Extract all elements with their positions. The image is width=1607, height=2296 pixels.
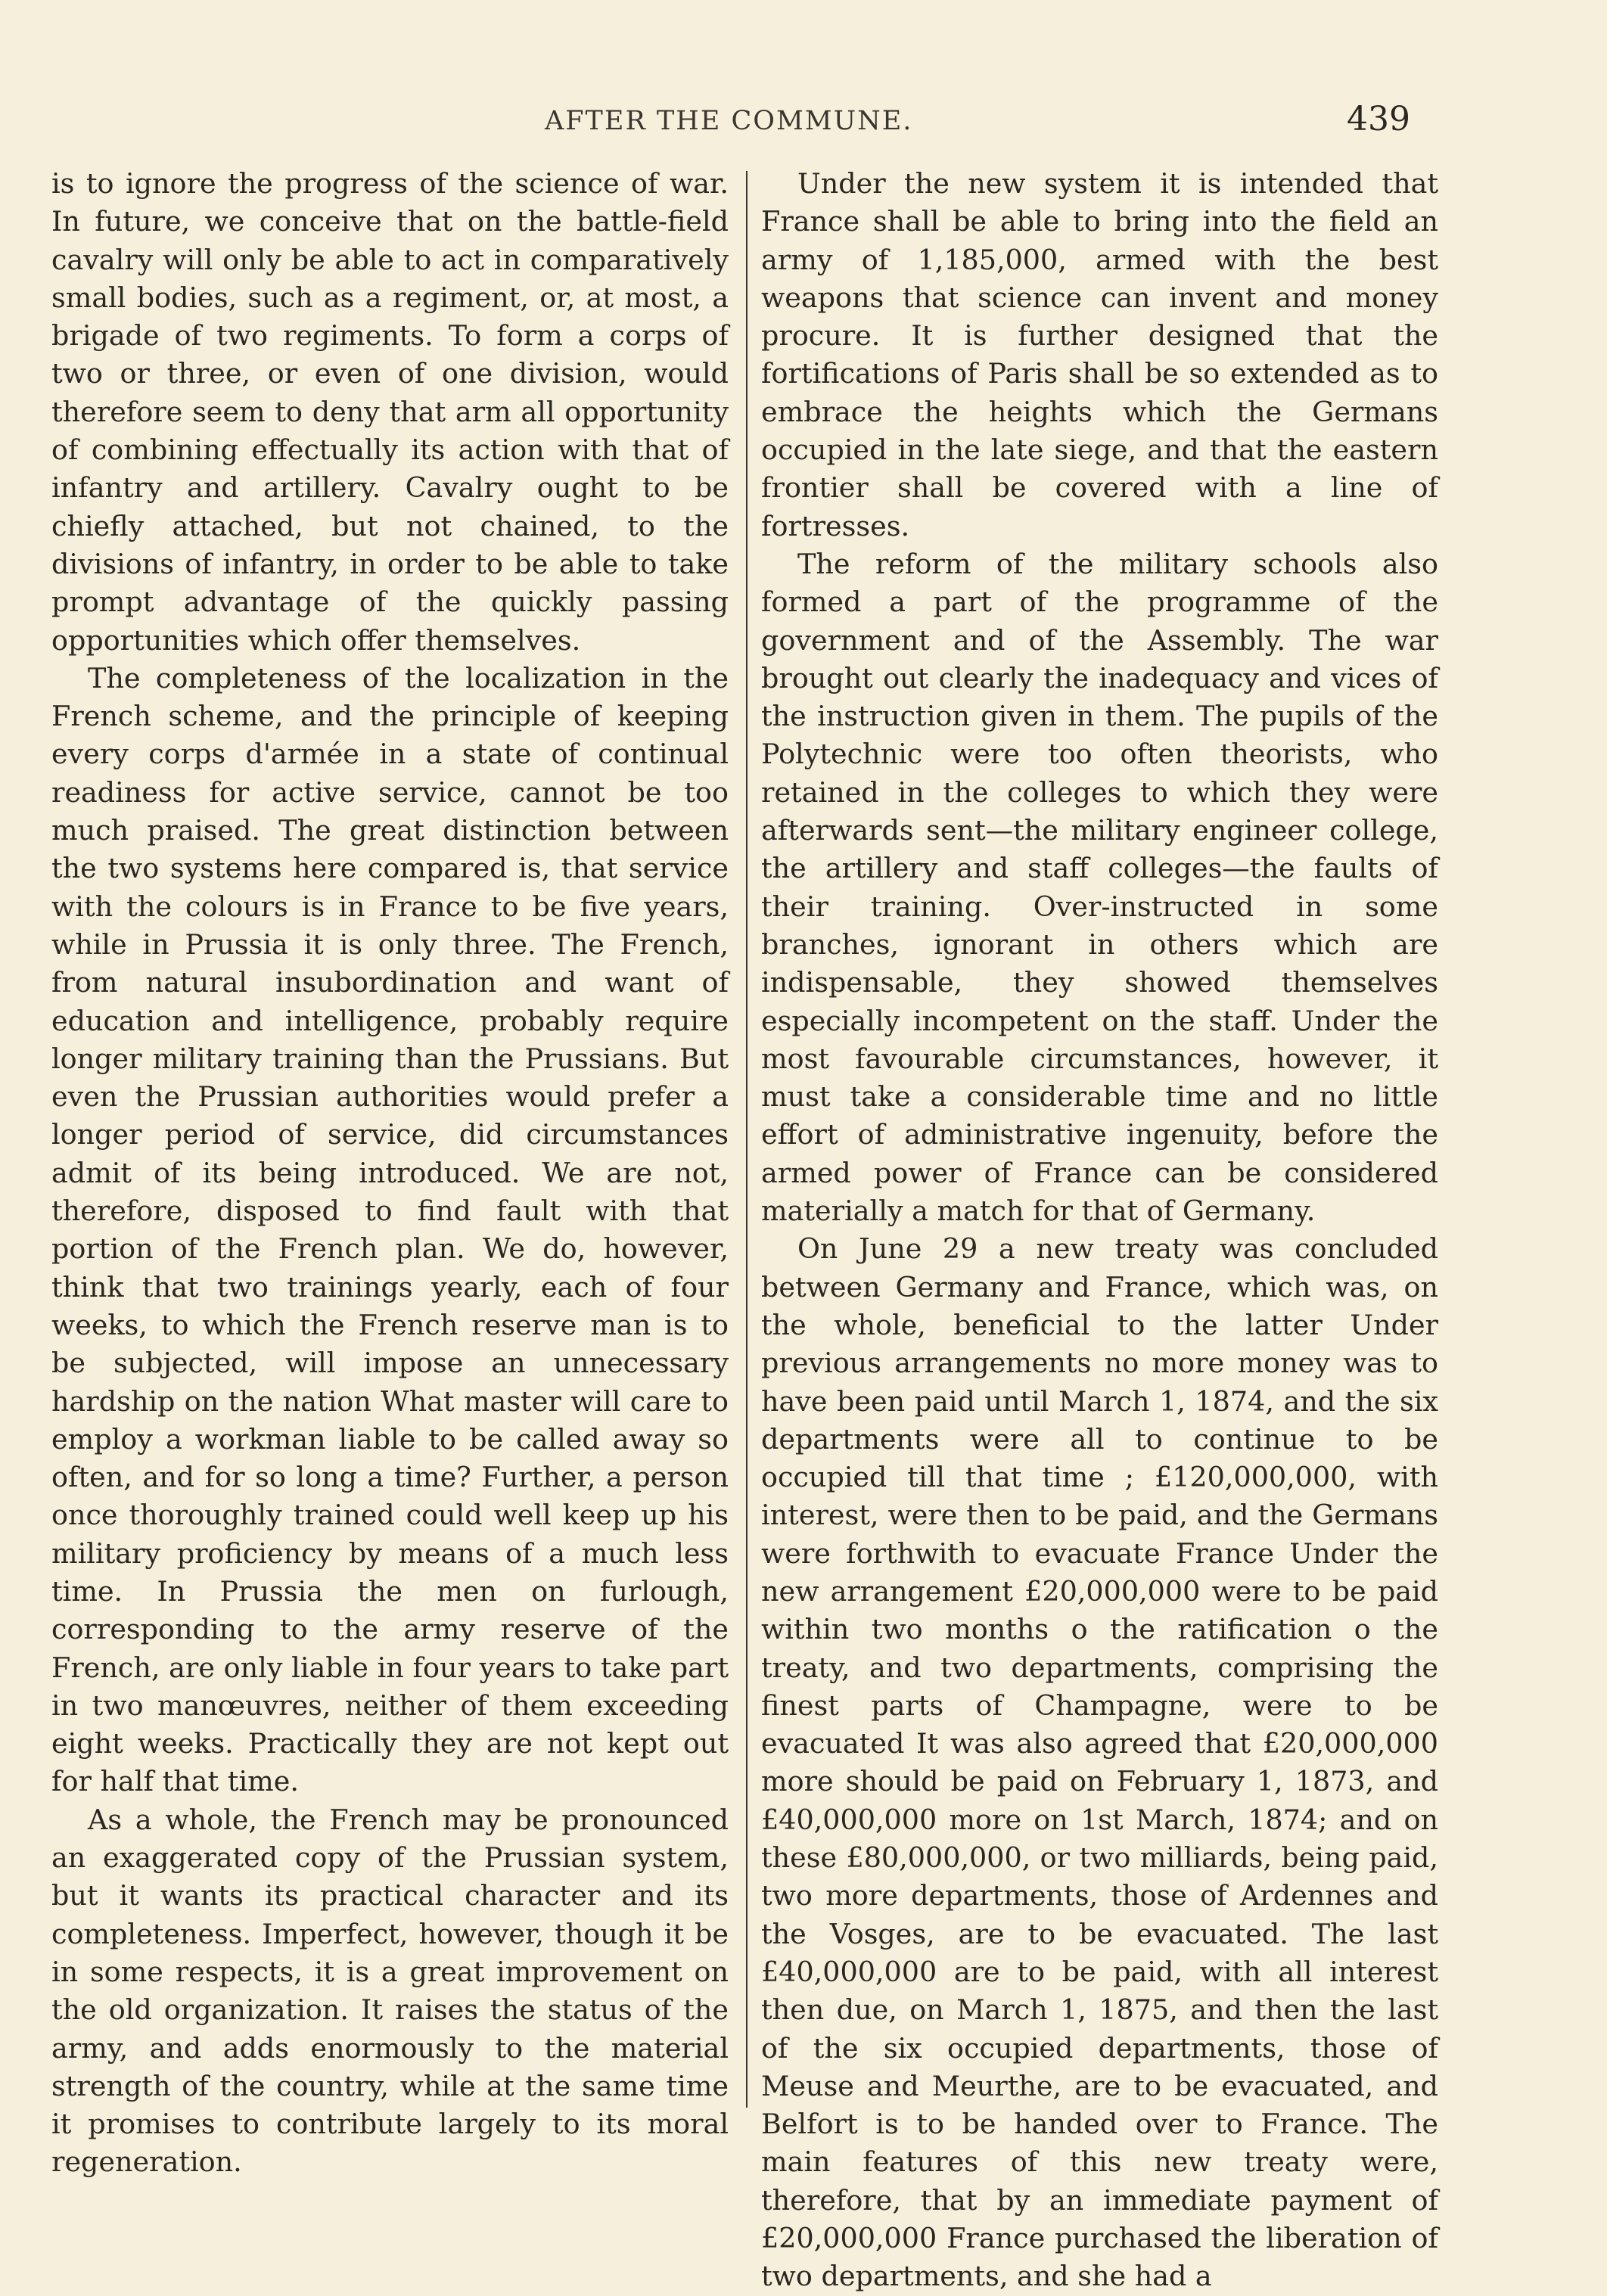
running-title: AFTER THE COMMUNE. bbox=[545, 106, 913, 136]
left-column bbox=[51, 165, 729, 2182]
paragraph: Under the new system it is intended that France shall be able to bring into the field an army of 1,185,000, armed with the best weapons that science can invent and money procure. It is further designed that the fortifications of Paris shall be so extended as to embrace the heights which the Germans occupied in the late siege, and that the eastern frontier shall be covered with a line of fortresses. bbox=[761, 167, 1438, 542]
paragraph: The reform of the military schools also formed a part of the programme of the government and of the Assembly. The war brought out clearly the inadequacy and vices of the instruction given in them. The pupils of the Polytechnic were too often theorists, who retained in the colleges to which they were afterwards sent—the military engineer college, the artillery and staff colleges—the faults of their training. Over-instructed in some branches, ignorant in others which are indispensable, they showed themselves especially incompetent on the staff. Under the most favourable circumstances, however, it must take a considerable time and no little effort of administrative ingenuity, before the armed power of France can be considered materially a match for that of Germany. bbox=[761, 547, 1438, 1228]
column-divider bbox=[746, 171, 748, 2108]
right-column bbox=[761, 165, 1438, 2296]
running-head bbox=[0, 100, 1607, 151]
paragraph: is to ignore the progress of the science of war. In future, we conceive that on the battle-field cavalry will only be able to act in comparatively small bodies, such as a regiment, or, at most, a brigade of two regiments. To form a corps of two or three, or even of one division, would therefore seem to deny that arm all opportunity of combining effectually its action with that of infantry and artillery. Cavalry ought to be chiefly attached, but not chained, to the divisions of infantry, in order to be able to take prompt advantage of the quickly passing opportunities which offer themselves. bbox=[51, 167, 729, 657]
page-number: 439 bbox=[1347, 100, 1410, 138]
paragraph: As a whole, the French may be pronounced an exaggerated copy of the Prussian system, but it wants its practical character and its completeness. Imperfect, however, though it be in some respects, it is a great improvement on the old organization. It raises the status of the army, and adds enormously to the material strength of the country, while at the same time it promises to contribute largely to its moral regeneration. bbox=[51, 1803, 729, 2179]
paragraph: The completeness of the localization in the French scheme, and the principle of keeping every corps d'armée in a state of continual readiness for active service, cannot be too much praised. The great distinction between the two systems here compared is, that service with the colours is in France to be five years, while in Prussia it is only three. The French, from natural insubordination and want of education and intelligence, probably require longer military training than the Prussians. But even the Prussian authorities would prefer a longer period of service, did circumstances admit of its being introduced. We are not, therefore, disposed to find fault with that portion of the French plan. We do, however, think that two trainings yearly, each of four weeks, to which the French reserve man is to be subjected, will impose an unnecessary hardship on the nation What master will care to employ a workman liable to be called away so often, and for so long a time? Further, a person once thoroughly trained could well keep up his military proficiency by means of a much less time. In Prussia the men on furlough, corresponding to the army reserve of the French, are only liable in four years to take part in two manœuvres, neither of them exceeding eight weeks. Practically they are not kept out for half that time. bbox=[51, 661, 729, 1798]
paragraph: On June 29 a new treaty was concluded between Germany and France, which was, on the whole, beneficial to the latter Under previous arrangements no more money was to have been paid until March 1, 1874, and the six departments were all to continue to be occupied till that time ; £120,000,000, with interest, were then to be paid, and the Germans were forthwith to evacuate France Under the new arrangement £20,000,000 were to be paid within two months o the ratification o the treaty, and two departments, comprising the finest parts of Champagne, were to be evacuated It was also agreed that £20,000,000 more should be paid on February 1, 1873, and £40,000,000 more on 1st March, 1874; and on these £80,000,000, or two milliards, being paid, two more departments, those of Ardennes and the Vosges, are to be evacuated. The last £40,000,000 are to be paid, with all interest then due, on March 1, 1875, and then the last of the six occupied departments, those of Meuse and Meurthe, are to be evacuated, and Belfort is to be handed over to France. The main features of this new treaty were, therefore, that by an immediate payment of £20,000,000 France purchased the liberation of two departments, and she had a bbox=[761, 1232, 1438, 2293]
